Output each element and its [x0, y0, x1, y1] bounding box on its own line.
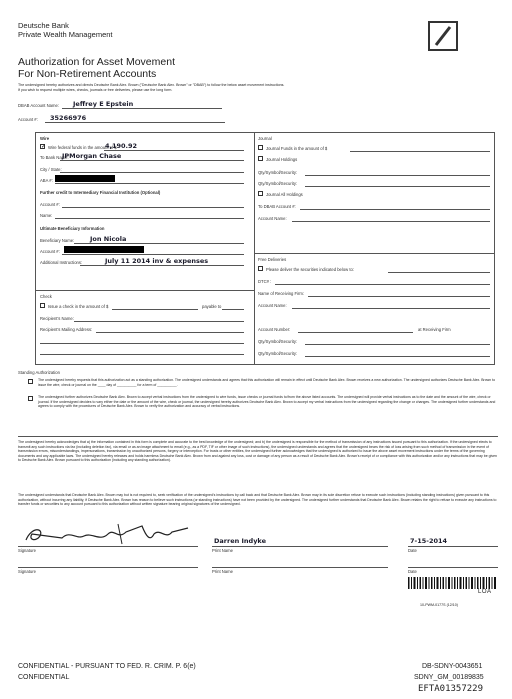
form-title-line1: Authorization for Asset Movement: [18, 56, 175, 68]
delivery-qty-label-1: Qty/Symbol/Security:: [258, 339, 298, 344]
journal-account-name-label: Account Name:: [258, 216, 287, 221]
free-delivery-heading: Free Deliveries: [258, 257, 287, 262]
confidential-line-1: CONFIDENTIAL - PURSUANT TO FED. R. CRIM. P. 6(e): [18, 663, 196, 670]
dtc-label: DTC# :: [258, 279, 272, 284]
journal-to-dbab-label: To DBAB Account #:: [258, 204, 296, 209]
delivery-qty-label-2: Qty/Symbol/Security:: [258, 351, 298, 356]
recipient-name-label: Recipient's Name:: [40, 316, 74, 321]
date-value[interactable]: 7-15-2014: [410, 537, 448, 545]
signature-label-2: Signature: [18, 569, 36, 574]
additional-instructions-label: Additional Instructions:: [40, 260, 83, 265]
journal-heading: Journal: [258, 136, 272, 141]
city-state-label: City / State:: [40, 167, 62, 172]
bank-name: Deutsche Bank: [18, 21, 69, 30]
free-delivery-checkbox[interactable]: [258, 266, 263, 271]
standing-auth-checkbox-1[interactable]: [28, 379, 33, 384]
form-code: LOA: [478, 589, 492, 595]
recipient-address-label: Recipient's Mailing Address:: [40, 327, 93, 332]
check-heading: Check: [40, 294, 52, 299]
delivery-account-number-label: Account Number:: [258, 327, 291, 332]
barcode-icon: [408, 576, 498, 588]
intermediary-account-label: Account #:: [40, 202, 60, 207]
journal-holdings-label: Journal Holdings: [266, 157, 298, 162]
bates-number-2: SDNY_GM_00189835: [414, 674, 484, 681]
print-name-label-2: Print Name: [212, 569, 233, 574]
account-number-value[interactable]: 35266976: [50, 114, 87, 122]
check-checkbox[interactable]: [40, 303, 45, 308]
free-delivery-label: Please deliver the securities indicated below to:: [266, 267, 354, 272]
standing-auth-para-2: The undersigned further authorizes Deutsche Bank Alex. Brown to accept verbal instructions from the undersigned to wire funds, issue checks or journal funds to/from the above listed accounts. The undersigned will provide verbal instructions as to the date and the amount of the wire, check or journal. If the undersigned decides to vary either the date or the amount of the wire, check or journal, the undersigned hereby authorizes Deutsche Bank Alex. Brown to accept my verbal instructions from the undersigned regarding the change or changes. The undersigned further understands and agrees to comply with the procedures of Deutsche Bank Alex. Brown to verify the authorization and accuracy of verbal instructions.: [38, 395, 496, 408]
check-payable-label: payable to: [202, 304, 222, 309]
beneficiary-name-value[interactable]: Jon Nicola: [90, 235, 127, 243]
wire-checkbox[interactable]: [40, 144, 45, 149]
beneficiary-heading: Ultimate Beneficiary Information: [40, 226, 105, 231]
aba-redaction: [55, 175, 115, 182]
wire-amount-value[interactable]: 4,190.92: [105, 142, 138, 150]
bates-number-1: DB-SDNY-0043651: [422, 663, 483, 670]
journal-funds-label: Journal Funds in the amount of $: [266, 146, 328, 151]
print-name-value[interactable]: Darren Indyke: [214, 537, 266, 545]
account-number-label: Account #:: [18, 117, 38, 122]
journal-holdings-checkbox[interactable]: [258, 156, 263, 161]
wire-amount-label: Wire federal funds in the amount of $: [48, 145, 117, 150]
handwritten-signature: [22, 522, 192, 546]
check-amount-label: Issue a check in the amount of $: [48, 304, 109, 309]
intro-line2: If you wish to request multiple wires, checks, journals or free deliveries, please use the long form.: [18, 88, 173, 92]
journal-qty-label-2: Qty/Symbol/Security:: [258, 181, 298, 186]
at-receiving-firm-label: at Receiving Firm: [418, 327, 451, 332]
bank-name-label: To Bank Name:: [40, 155, 69, 160]
form-title-line2: For Non-Retirement Accounts: [18, 68, 157, 80]
standing-auth-para-1: The undersigned hereby requests that this authorization act as a standing authorization. The undersigned understands and agrees that this authorization will remain in effect until Deutsche Bank Alex. Brown receives a new authorization. The undersigned authorizes Deutsche Bank Alex. Brown to issue the wire, check or journal on the ____ day of __________ for a term of __________.: [38, 378, 496, 387]
beneficiary-account-redaction: [64, 246, 144, 253]
wire-heading: Wire: [40, 136, 50, 141]
signature-label-1: Signature: [18, 548, 36, 553]
date-label-2: Date: [408, 569, 417, 574]
journal-qty-label-1: Qty/Symbol/Security:: [258, 170, 298, 175]
confidential-line-2: CONFIDENTIAL: [18, 674, 70, 681]
receiving-firm-label: Name of Receiving Firm:: [258, 291, 305, 296]
division-name: Private Wealth Management: [18, 30, 113, 39]
account-name-label: DBAB Account Name:: [18, 103, 59, 108]
form-number: 10-PWM-0177S (12/10): [420, 603, 458, 607]
print-name-label-1: Print Name: [212, 548, 233, 553]
standing-authorization-heading: Standing Authorization: [18, 370, 60, 375]
standing-auth-checkbox-2[interactable]: [28, 396, 33, 401]
journal-all-holdings-checkbox[interactable]: [258, 191, 263, 196]
journal-funds-checkbox[interactable]: [258, 145, 263, 150]
journal-all-holdings-label: Journal All Holdings: [266, 192, 303, 197]
delivery-account-name-label: Account Name:: [258, 303, 287, 308]
beneficiary-name-label: Beneficiary Name:: [40, 238, 75, 243]
further-credit-heading: Further credit to Intermediary Financial Institution (Optional): [40, 190, 161, 195]
account-name-value[interactable]: Jeffrey E Epstein: [73, 100, 134, 108]
acknowledgment-para-1: The undersigned hereby acknowledges that a) the information contained in this form is complete and accurate to the best knowledge of the undersigned; and b) the undersigned is responsible for the method of transmission of any instructions issued pursuant to this authorization. If the undersigned elects to transmit any such instructions via fax (including deletion fax), via email or as an image attachment to email (e.g., as a PDF, TIF or other image of such instructions), the undersigned understands and agrees that the undersigned bears the risk of loss arising from such method of transmission in the event of transmission errors, misunderstandings, impersonations, transmission by unauthorized persons, forgery or interception. For trusts or other entities, the undersigned further acknowledges that the undersigned is authorized to issue the above asset movement instructions under the terms of the governing documents and any applicable laws. The undersigned hereby releases and holds harmless Deutsche Bank Alex. Brown from and against any loss, cost or damage of any person as a result of Deutsche Bank Alex. Brown's receipt of or compliance with this authorization and/or any instructions that may be given to Deutsche Bank Alex. Brown pursuant to this authorization (including any standing authorization).: [18, 440, 498, 462]
deutsche-bank-logo-icon: [428, 21, 458, 51]
acknowledgment-para-2: The undersigned understands that Deutsche Bank Alex. Brown may but is not required to, seek verification of the undersigned's instructions by call back and that Deutsche Bank Alex. Brown may in its sole discretion refuse to execute such instructions (including standing instructions) given pursuant to this authorization, without incurring any liability, if Deutsche Bank Alex. Brown has reason to believe such instructions (or standing instructions) have not been provided by the undersigned. The undersigned further understands that Deutsche Bank Alex. Brown retains the right to refuse to execute any instructions to transfer funds or securities to any account pursuant to this authorization without written signature bearing original signatures of the undersigned.: [18, 493, 497, 506]
bank-name-value[interactable]: JPMorgan Chase: [62, 152, 122, 160]
intro-line1: The undersigned hereby authorizes and directs Deutsche Bank Alex. Brown ("Deutsche Bank Alex. Brown" or "DBAB") to follow the below asset movement instructions.: [18, 83, 285, 87]
beneficiary-account-label: Account #:: [40, 249, 60, 254]
aba-label: ABA #:: [40, 178, 53, 183]
intermediary-name-label: Name:: [40, 213, 53, 218]
efta-number: EFTA01357229: [418, 684, 484, 694]
additional-instructions-value[interactable]: July 11 2014 inv & expenses: [105, 257, 209, 265]
date-label-1: Date: [408, 548, 417, 553]
